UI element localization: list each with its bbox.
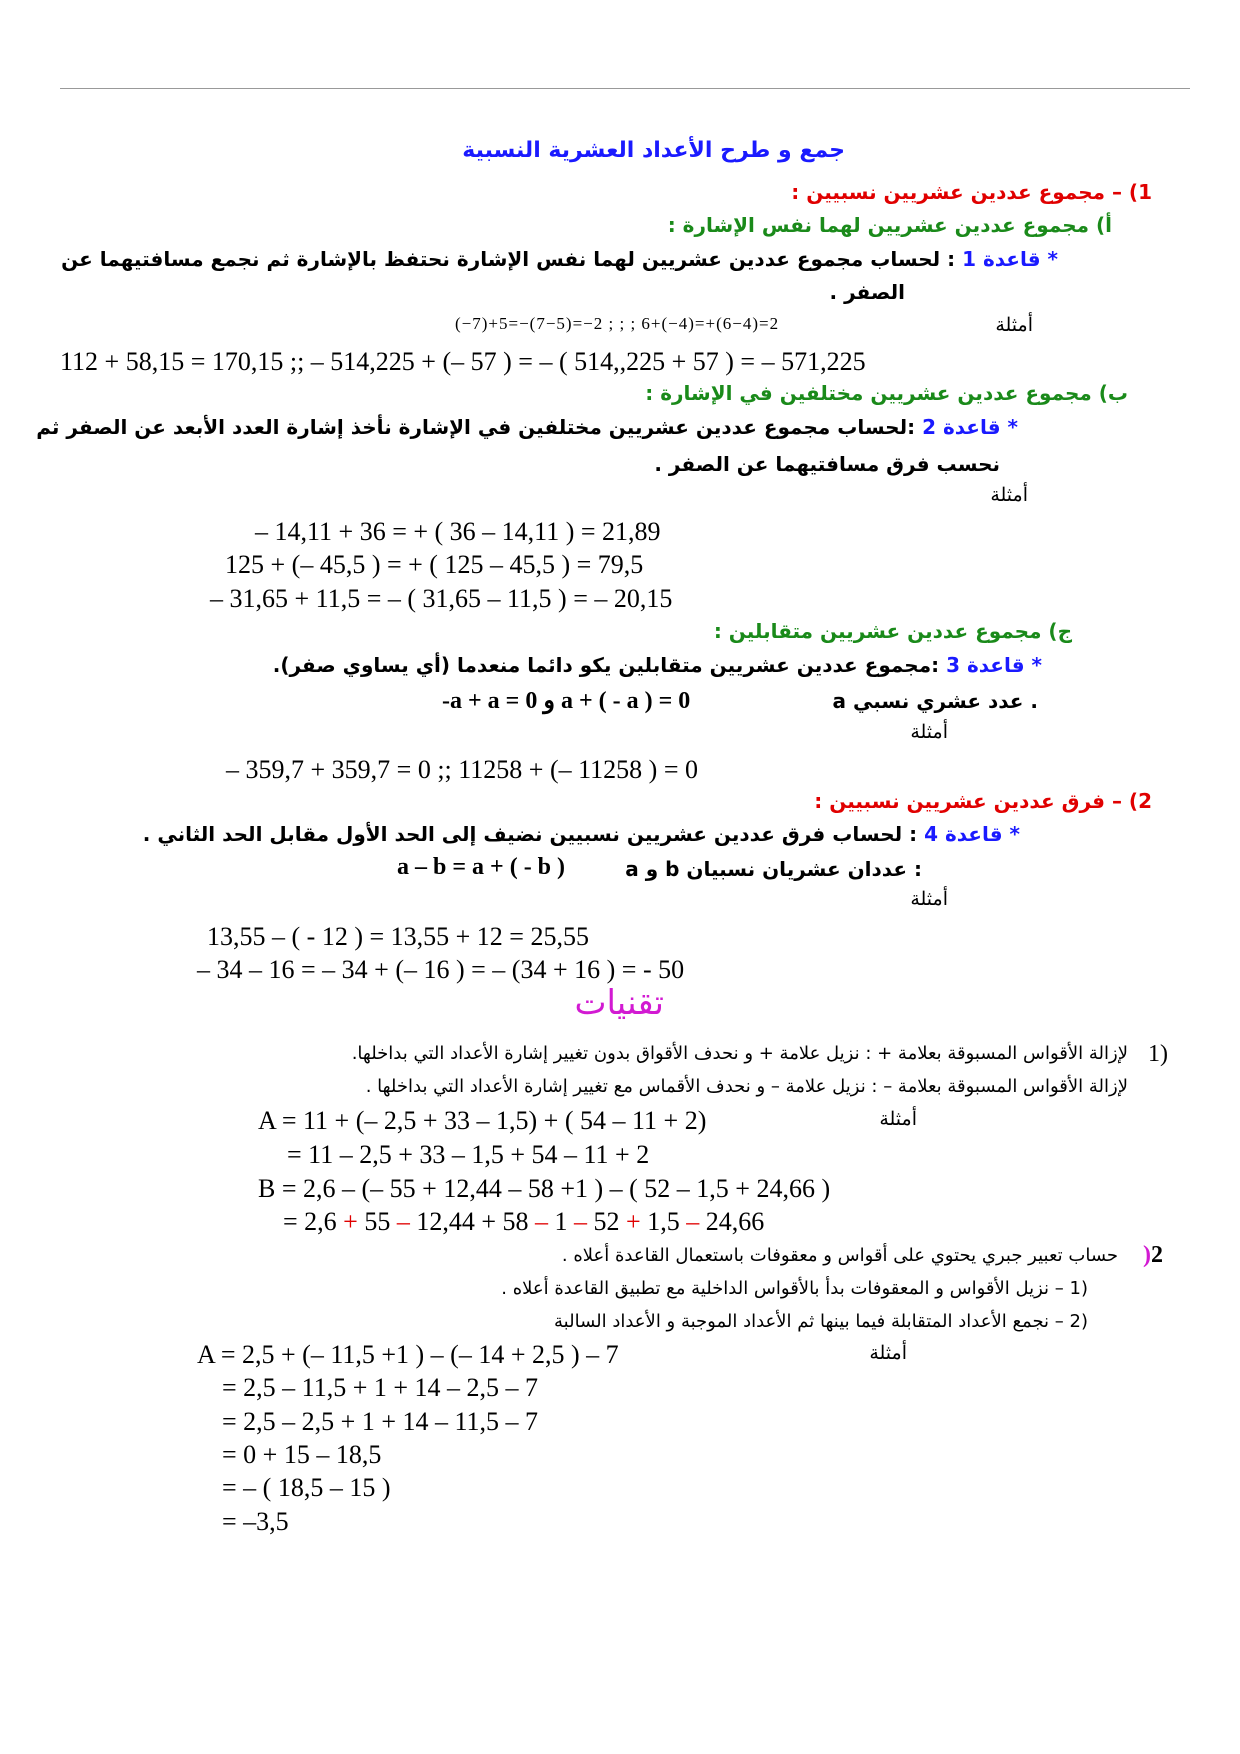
rule-4-text: : لحساب فرق عددين عشريين نسبيين نضيف إلى الحد الأول مقابل الحد الثاني . — [142, 822, 925, 846]
technique-1-line1: لإزالة الأقواس المسبوقة بعلامة + : نزيل علامة + و نحدف الأقواق بدون تغيير إشارة الأعداد التي بداخلها. — [351, 1043, 1128, 1064]
rule-3-formula-expr: -a + a = 0 و a + ( - a ) = 0 — [442, 688, 691, 714]
examples-label-1: أمثلة — [995, 315, 1033, 336]
technique-2-line1: حساب تعبير جبري يحتوي على أقواس و معقوفات باستعمال القاعدة أعلاه . — [561, 1245, 1118, 1266]
top-rule — [60, 88, 1190, 89]
examples-label-5: أمثلة — [879, 1109, 917, 1130]
examples-label-3: أمثلة — [910, 722, 948, 743]
expr-b-part: 52 — [587, 1207, 627, 1236]
rule-2-line1 — [36, 415, 1018, 439]
techniques-heading: تقنيات — [574, 983, 664, 1023]
technique-2-step-line: A = 2,5 + (– 11,5 +1 ) – (– 14 + 2,5 ) – 7 — [197, 1340, 619, 1369]
technique-2-step-line: = 0 + 15 – 18,5 — [222, 1440, 382, 1469]
section-1-heading: 1) – مجموع عددين عشريين نسبيين : — [791, 180, 1152, 204]
section-2-heading: 2) – فرق عددين عشريين نسبيين : — [814, 789, 1152, 813]
expr-b-part: = 2,6 — [283, 1207, 344, 1236]
technique-2-num: 2 — [1151, 1242, 1163, 1268]
expr-b-sign: + — [343, 1207, 358, 1236]
expr-b-sign: – — [535, 1207, 549, 1236]
expr-b-sign: + — [626, 1207, 641, 1236]
example-difference-1: 13,55 – ( - 12 ) = 13,55 + 12 = 25,55 — [207, 922, 589, 951]
technique-2-step-line: = 2,5 – 11,5 + 1 + 14 – 2,5 – 7 — [222, 1373, 539, 1402]
technique-2-step-line: = – ( 18,5 – 15 ) — [222, 1473, 391, 1502]
example-diff-sign-1: – 14,11 + 36 = + ( 36 – 14,11 ) = 21,89 — [255, 517, 661, 546]
expr-b-part: 1,5 — [640, 1207, 687, 1236]
rule-3-text: :مجموع عددين عشريين متقابلين يكو دائما منعدما (أي يساوي صفر). — [272, 653, 947, 677]
subsection-c-heading: ج) مجموع عددين عشريين متقابلين : — [713, 619, 1072, 643]
technique-2-step2: (2 – نجمع الأعداد المتقابلة فيما بينها ثم الأعداد الموجبة و الأعداد السالبة — [554, 1311, 1088, 1332]
example-same-sign-line: 112 + 58,15 = 170,15 ;; – 514,225 + (– 57 ) = – ( 514,,225 + 57 ) = – 571,225 — [60, 347, 866, 376]
example-diff-sign-3: – 31,65 + 11,5 = – ( 31,65 – 11,5 ) = – 20,15 — [210, 584, 673, 613]
rule-3-star: * — [1024, 653, 1042, 677]
subsection-b-heading: ب) مجموع عددين عشريين مختلفين في الإشارة : — [645, 381, 1128, 405]
technique-1-expr-b: B = 2,6 – (– 55 + 12,44 – 58 +1 ) – ( 52 – 1,5 + 24,66 ) — [258, 1174, 831, 1203]
expr-b-part: 24,66 — [699, 1207, 765, 1236]
expr-b-sign: + — [481, 1207, 497, 1236]
rule-4-label: قاعدة 4 — [924, 822, 1003, 846]
rule-4-formula-expr: a – b = a + ( - b ) — [397, 854, 566, 880]
technique-1-expr-b-result — [283, 1207, 764, 1237]
rule-1-star: * — [1040, 247, 1058, 271]
technique-1-number: 1) — [1148, 1041, 1168, 1067]
expr-b-part: 1 — [548, 1207, 575, 1236]
page-title: جمع و طرح الأعداد العشرية النسبية — [462, 138, 845, 163]
rule-2-line2: نحسب فرق مسافتيهما عن الصفر . — [654, 452, 1000, 476]
rule-4-line1 — [143, 822, 1020, 846]
rule-4-formula-text: a و b عددان عشريان نسبيان : — [625, 857, 922, 881]
example-opposites: – 359,7 + 359,7 = 0 ;; 11258 + (– 11258 ) = 0 — [226, 755, 698, 784]
rule-1-text: : لحساب مجموع عددين عشريين لهما نفس الإشارة نحتفظ بالإشارة ثم نجمع مسافتيهما عن — [61, 247, 963, 271]
rule-4-star: * — [1002, 822, 1020, 846]
example-same-sign-small: (−7)+5=−(7−5)=−2 ; ; ; 6+(−4)=+(6−4)=2 — [455, 314, 780, 333]
rule-1-label: قاعدة 1 — [962, 247, 1041, 271]
expr-b-part: 58 — [496, 1207, 536, 1236]
technique-1-line2: لإزالة الأقواس المسبوقة بعلامة – : نزيل علامة – و نحدف الأقماس مع تغيير إشارة الأعداد التي بداخلها . — [365, 1076, 1128, 1097]
rule-1-line2: الصفر . — [829, 280, 905, 304]
example-diff-sign-2: 125 + (– 45,5 ) = + ( 125 – 45,5 ) = 79,5 — [225, 550, 644, 579]
technique-2-step-line: = 2,5 – 2,5 + 1 + 14 – 11,5 – 7 — [222, 1407, 539, 1436]
rule-2-text: :لحساب مجموع عددين عشريين مختلفين في الإشارة نأخذ إشارة العدد الأبعد عن الصفر ثم — [36, 415, 923, 439]
expr-b-part: 12,44 — [409, 1207, 482, 1236]
technique-2-number — [1143, 1242, 1163, 1269]
examples-label-6: أمثلة — [869, 1343, 907, 1364]
technique-1-expr-a: A = 11 + (– 2,5 + 33 – 1,5) + ( 54 – 11 + 2) — [258, 1106, 707, 1135]
rule-2-star: * — [1000, 415, 1018, 439]
rule-1-line1 — [61, 247, 1058, 271]
technique-2-step-line: = –3,5 — [222, 1507, 289, 1536]
examples-label-2: أمثلة — [990, 485, 1028, 506]
rule-3-line1 — [273, 653, 1042, 677]
expr-b-part: 55 — [357, 1207, 397, 1236]
rule-3-formula-text: a عدد عشري نسبي . — [832, 689, 1038, 713]
examples-label-4: أمثلة — [910, 889, 948, 910]
technique-2-paren: ) — [1143, 1242, 1151, 1268]
technique-2-step1: (1 – نزيل الأقواس و المعقوفات بدأ بالأقواس الداخلية مع تطبيق القاعدة أعلاه . — [501, 1278, 1088, 1299]
rule-3-label: قاعدة 3 — [946, 653, 1025, 677]
example-difference-2: – 34 – 16 = – 34 + (– 16 ) = – (34 + 16 ) = - 50 — [197, 955, 685, 984]
technique-1-expr-a-result: = 11 – 2,5 + 33 – 1,5 + 54 – 11 + 2 — [287, 1140, 650, 1169]
expr-b-sign: – — [686, 1207, 700, 1236]
expr-b-sign: – — [396, 1207, 410, 1236]
subsection-a-heading: أ) مجموع عددين عشريين لهما نفس الإشارة : — [667, 213, 1112, 237]
rule-2-label: قاعدة 2 — [922, 415, 1001, 439]
expr-b-sign: – — [574, 1207, 588, 1236]
